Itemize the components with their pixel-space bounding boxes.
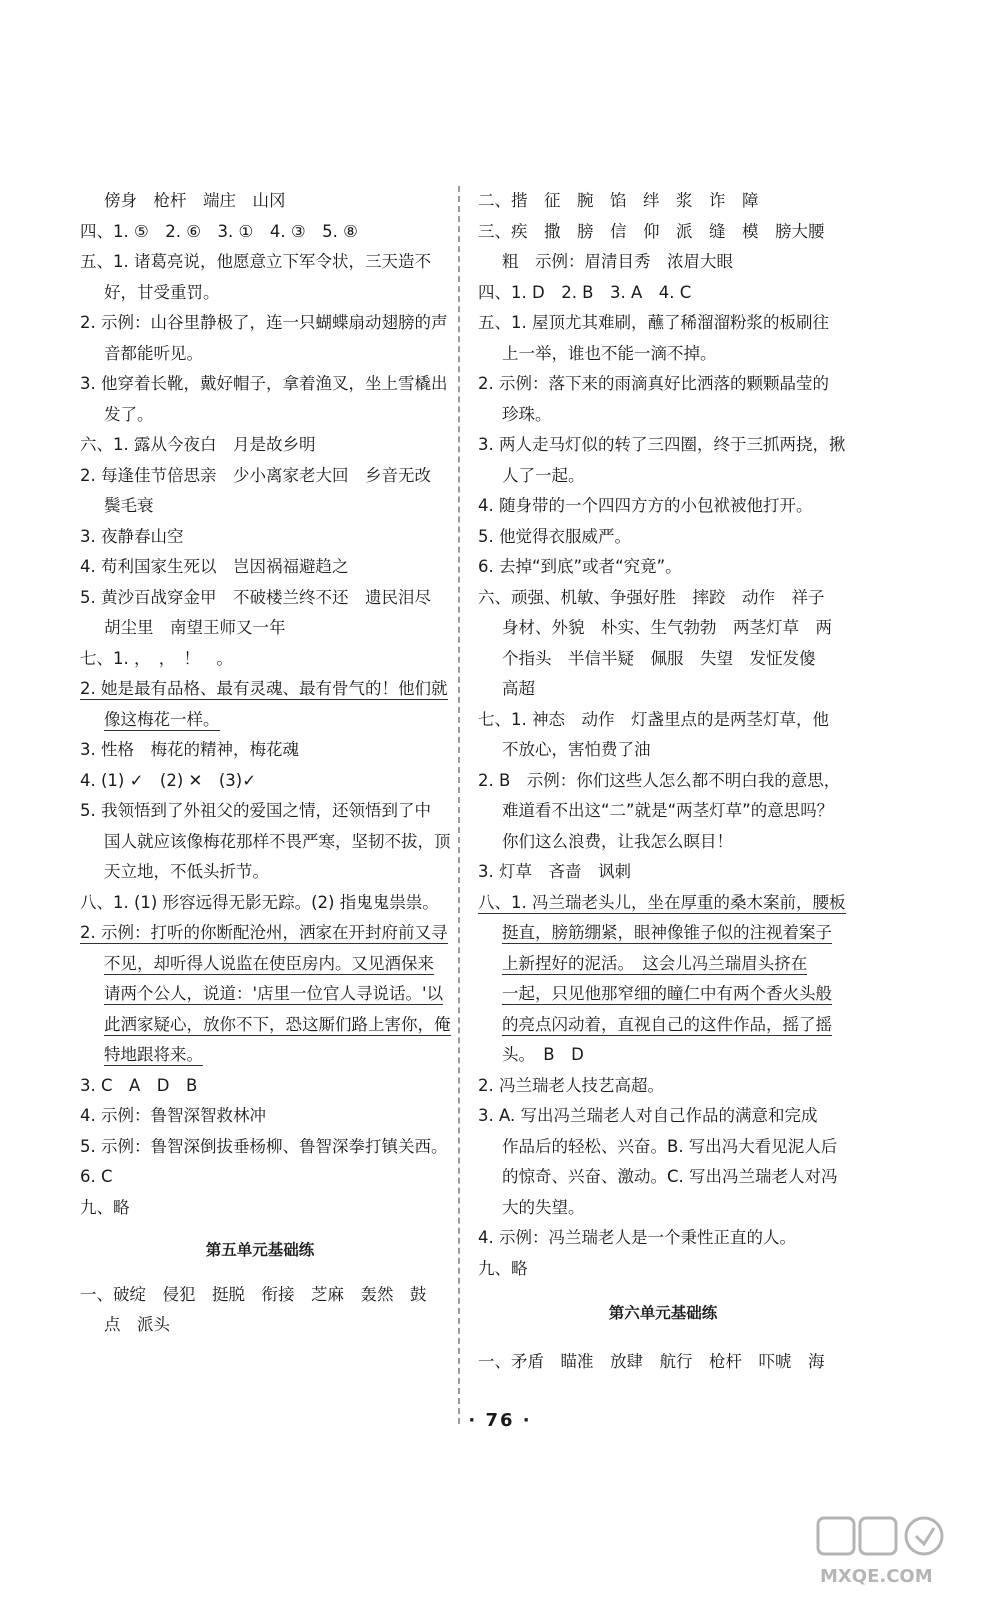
answer-line [80, 369, 448, 400]
answer-text: 发了。 [104, 404, 154, 424]
answer-text: 像这梅花一样。 [104, 709, 220, 729]
answer-text: 3. 夜静春山空 [80, 526, 184, 546]
answer-text: 3. 性格 梅花的精神，梅花魂 [80, 740, 299, 759]
answer-text: 七、1. ， ， ！ 。 [80, 648, 233, 668]
answer-line [80, 979, 444, 1010]
answer-line [478, 1162, 848, 1193]
answer-line [478, 1223, 848, 1254]
answer-line [478, 430, 848, 461]
answer-line [478, 857, 848, 888]
answer-line [478, 949, 848, 980]
answer-text: 八、1. 冯兰瑞老头儿，坐在厚重的桑木案前，腰板 [478, 892, 846, 912]
answer-line [80, 247, 440, 278]
answer-text: 鬓毛衰 [104, 496, 154, 515]
answer-line [80, 217, 440, 248]
answer-line [80, 1101, 440, 1132]
answer-text: 六、顽强、机敏、争强好胜 摔跤 动作 祥子 [478, 587, 825, 607]
answer-text: 上新捏好的泥活。 这会儿冯兰瑞眉头挤在 [502, 953, 808, 973]
answer-text: 4. 苟利国家生死以 岂因祸福避趋之 [80, 557, 349, 576]
answer-text: 九、略 [478, 1258, 528, 1278]
answer-text: 上一举，谁也不能一滴不掉。 [502, 343, 717, 363]
answer-text: 第五单元基础练 [205, 1241, 315, 1259]
answer-text: 身材、外貌 朴实、生气勃勃 两茎灯草 两 [502, 618, 832, 637]
answer-text: 5. 示例：鲁智深倒拔垂杨柳、鲁智深拳打镇关西。 [80, 1136, 448, 1156]
answer-text: 挺直，膀筋绷紧，眼神像锥子似的注视着案子 [502, 923, 832, 942]
answer-text: 四、1. ⑤ 2. ⑥ 3. ① 4. ③ 5. ⑧ [80, 221, 358, 241]
answer-line [478, 735, 848, 766]
answer-text: 难道看不出这“二”就是“两茎灯草”的意思吗？ [502, 801, 834, 820]
answer-line [478, 186, 848, 217]
section-heading [80, 1235, 440, 1266]
answer-text: 作品后的轻松、兴奋。B. 写出冯大看见泥人后 [502, 1136, 838, 1156]
answer-text: 请两个公人，说道：'店里一位官人寻说话。'以 [104, 984, 444, 1003]
answer-line [478, 644, 848, 675]
answer-text: 二、揩 征 腕 馅 绊 浆 诈 障 [478, 191, 759, 210]
answer-text: 3. C A D B [80, 1075, 198, 1095]
answer-text: 此洒家疑心，放你不下，恐这厮们路上害你，俺 [104, 1014, 451, 1034]
page-number: · 76 · [468, 1410, 532, 1431]
answer-text: 5. 我领悟到了外祖父的爱国之情，还领悟到了中 [80, 801, 431, 820]
answer-line [80, 1162, 440, 1193]
answer-text: 三、疾 撒 膀 信 仰 派 缝 模 膀大腰 [478, 221, 825, 241]
answer-line [80, 918, 448, 949]
answer-text: 6. 去掉“到底”或者“究竟”。 [478, 557, 682, 576]
answer-line [478, 522, 848, 553]
answer-text: 点 派头 [104, 1315, 170, 1334]
answer-line [478, 400, 848, 431]
answer-text: 四、1. D 2. B 3. A 4. C [478, 282, 692, 302]
answer-line [80, 1193, 440, 1224]
answer-line [80, 1280, 440, 1311]
answer-text: 2. 示例：落下来的雨滴真好比洒落的颗颗晶莹的 [478, 374, 829, 393]
answer-text: 4. 示例：鲁智深智救林冲 [80, 1106, 266, 1125]
answer-text: 你们这么浪费，让我怎么瞑目！ [502, 831, 733, 851]
answer-line [478, 796, 848, 827]
answer-line [80, 1040, 440, 1071]
answer-line [478, 339, 848, 370]
answer-text: 八、1. (1) 形容远得无影无踪。(2) 指鬼鬼祟祟。 [80, 892, 439, 912]
answer-text: 好，甘受重罚。 [104, 282, 220, 302]
answer-text: 高超 [502, 679, 535, 698]
answer-line [80, 613, 440, 644]
answer-line [80, 430, 440, 461]
answer-text: 五、1. 屋顶尤其难刷，蘸了稀溜溜粉浆的板刷往 [478, 313, 829, 332]
answer-text: 一、矛盾 瞄准 放肆 航行 枪杆 吓唬 海 [478, 1351, 825, 1371]
right-column [478, 186, 848, 1377]
answer-text: 九、略 [80, 1197, 130, 1217]
answer-line [478, 674, 848, 705]
answer-text: 3. 他穿着长靴，戴好帽子，拿着渔叉，坐上雪橇出 [80, 374, 448, 393]
answer-line [478, 979, 848, 1010]
answer-text: 2. 她是最有品格、最有灵魂、最有骨气的！他们就 [80, 679, 448, 698]
answer-line [80, 796, 440, 827]
answer-line [80, 949, 440, 980]
answer-line [80, 1010, 451, 1041]
answer-line [478, 1132, 848, 1163]
answer-line [80, 491, 440, 522]
answer-line [478, 369, 848, 400]
answer-text: 一、破绽 侵犯 挺脱 衔接 芝麻 轰然 鼓 [80, 1284, 427, 1304]
answer-line [80, 552, 440, 583]
answer-text: 五、1. 诸葛亮说，他愿意立下军令状，三天造不 [80, 252, 431, 271]
answer-line [478, 888, 848, 919]
answer-line [478, 491, 848, 522]
answer-text: 六、1. 露从今夜白 月是故乡明 [80, 435, 316, 454]
answer-line [80, 186, 440, 217]
answer-text: 粗 示例：眉清目秀 浓眉大眼 [502, 252, 733, 271]
answer-line [478, 1010, 848, 1041]
answer-text: 胡尘里 南望王师又一年 [104, 618, 286, 637]
answer-text: 2. 冯兰瑞老人技艺高超。 [478, 1075, 664, 1095]
answer-line [478, 613, 848, 644]
answer-text: 天立地，不低头折节。 [104, 862, 269, 881]
answer-line [478, 1101, 848, 1132]
answer-line [80, 705, 440, 736]
answer-text: 的亮点闪动着，直视自己的这件作品，摇了摇 [502, 1014, 832, 1034]
answer-text: 2. 示例：山谷里静极了，连一只蝴蝶扇动翅膀的声 [80, 313, 448, 332]
answer-line [478, 766, 848, 797]
answer-line [478, 1040, 848, 1071]
answer-text: 人了一起。 [502, 465, 585, 485]
answer-text: 的惊奇、兴奋、激动。C. 写出冯兰瑞老人对冯 [502, 1167, 838, 1186]
left-column [80, 186, 451, 1341]
answer-line [478, 552, 848, 583]
answer-line [80, 1310, 440, 1341]
answer-text: 5. 他觉得衣服威严。 [478, 526, 631, 546]
answer-line [478, 583, 848, 614]
answer-text: 个指头 半信半疑 佩服 失望 发怔发傻 [502, 648, 816, 668]
column-divider [458, 186, 460, 1424]
answer-line [80, 400, 440, 431]
answer-line [80, 827, 451, 858]
answer-line [80, 644, 440, 675]
answer-text: 音都能听见。 [104, 343, 203, 363]
answer-line [478, 217, 848, 248]
answer-text: 特地跟将来。 [104, 1045, 203, 1064]
answer-text: 3. 两人走马灯似的转了三四圈，终于三抓两挠，揪 [478, 435, 846, 454]
answer-text: 6. C [80, 1167, 113, 1186]
section-heading [478, 1298, 848, 1329]
answer-line [80, 461, 440, 492]
answer-line [80, 735, 440, 766]
answer-text: 3. 灯草 吝啬 讽刺 [478, 862, 631, 881]
answer-text: 3. A. 写出冯兰瑞老人对自己作品的满意和完成 [478, 1106, 818, 1125]
watermark-text: MXQE.COM [820, 1566, 933, 1587]
answer-text: 2. 每逢佳节倍思亲 少小离家老大回 乡音无改 [80, 465, 431, 485]
answer-text: 2. 示例：打听的你断配沧州，洒家在开封府前又寻 [80, 923, 448, 942]
answer-line [80, 583, 440, 614]
answer-line [478, 1071, 848, 1102]
watermark-logo [812, 1512, 982, 1592]
answer-line [80, 857, 440, 888]
answer-line [478, 1254, 848, 1285]
answer-line [80, 339, 440, 370]
answer-line [478, 278, 848, 309]
answer-text: 头。 B D [502, 1045, 584, 1064]
answer-line [80, 522, 440, 553]
answer-line [478, 247, 848, 278]
answer-text: 4. 随身带的一个四四方方的小包袱被他打开。 [478, 496, 813, 515]
answer-line [80, 308, 448, 339]
answer-line [478, 1347, 848, 1378]
answer-line [478, 827, 848, 858]
answer-text: 国人就应该像梅花那样不畏严寒，坚韧不拔，顶 [104, 831, 451, 851]
answer-text: 一起，只见他那窄细的瞳仁中有两个香火头般 [502, 984, 832, 1003]
answer-line [478, 461, 848, 492]
answer-text: 5. 黄沙百战穿金甲 不破楼兰终不还 遗民泪尽 [80, 587, 431, 607]
answer-line [80, 278, 440, 309]
answer-text: 2. B 示例：你们这些人怎么都不明白我的意思， [478, 770, 841, 790]
answer-line [80, 674, 448, 705]
answer-text: 4. (1) ✓ (2) ✕ (3)✓ [80, 770, 257, 790]
answer-text: 珍珠。 [502, 404, 552, 424]
answer-text: 七、1. 神态 动作 灯盏里点的是两茎灯草，他 [478, 709, 829, 729]
answer-line [478, 308, 848, 339]
answer-line [478, 1193, 848, 1224]
answer-line [80, 1132, 448, 1163]
answer-line [80, 1071, 440, 1102]
answer-text: 第六单元基础练 [608, 1304, 718, 1322]
answer-line [80, 888, 440, 919]
answer-line [478, 705, 848, 736]
answer-line [80, 766, 440, 797]
answer-text: 不见，却听得人说监在使臣房内。又见酒保来 [104, 953, 434, 973]
answer-text: 大的失望。 [502, 1197, 585, 1217]
answer-line [478, 918, 848, 949]
answer-text: 4. 示例：冯兰瑞老人是一个秉性正直的人。 [478, 1228, 796, 1247]
answer-text: 不放心，害怕费了油 [502, 740, 651, 759]
answer-text: 傍身 枪杆 端庄 山冈 [104, 191, 286, 210]
